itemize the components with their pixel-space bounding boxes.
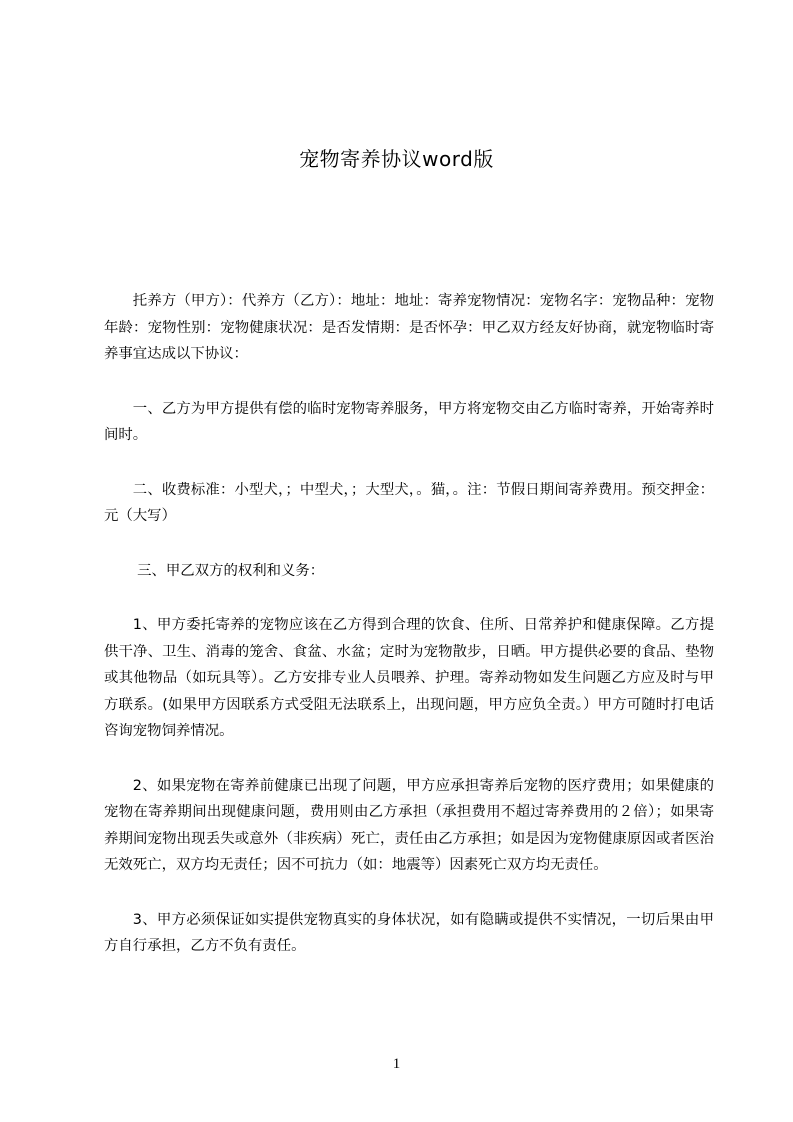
- paragraph-clause-3-heading: 三、甲乙双方的权利和义务：: [137, 562, 325, 579]
- paragraph-clause-1: 一、乙方为甲方提供有偿的临时宠物寄养服务，甲方将宠物交由乙方临时寄养，开始寄养时间时。: [104, 400, 714, 443]
- paragraph-item-1: 1、甲方委托寄养的宠物应该在乙方得到合理的饮食、住所、日常养护和健康保障。乙方提供干净、卫生、消毒的笼舍、食盆、水盆；定时为宠物散步，日晒。甲方提供必要的食品、垫物或其他物品（如玩具等）。乙方安排专业人员喂养、护理。寄养动物如发生问题乙方应及时与甲方联系。(如果甲方因联系方式受阻无法联系上，出现问题，甲方应负全责。）甲方可随时打电话咨询宠物饲养情况。: [104, 617, 714, 739]
- paragraph-parties: 托养方（甲方）：代养方（乙方）：地址：地址：寄养宠物情况：宠物名字：宠物品种：宠物年龄：宠物性别：宠物健康状况：是否发情期：是否怀孕：甲乙双方经友好协商，就宠物临时寄养事宜达成以下协议：: [104, 293, 714, 362]
- document-body: [104, 288, 714, 988]
- paragraph-item-3: 3、甲方必须保证如实提供宠物真实的身体状况，如有隐瞒或提供不实情况，一切后果由甲方自行承担，乙方不负有责任。: [104, 911, 714, 954]
- page-number: 1: [392, 1056, 401, 1072]
- document-title: 宠物寄养协议word版: [299, 147, 494, 171]
- paragraph-clause-2: 二、收费标准：小型犬，；中型犬，；大型犬，。猫，。注：节假日期间寄养费用。预交押金：元（大写）: [104, 481, 714, 524]
- paragraph-item-2: 2、如果宠物在寄养前健康已出现了问题，甲方应承担寄养后宠物的医疗费用；如果健康的宠物在寄养期间出现健康问题，费用则由乙方承担（承担费用不超过寄养费用的２倍）；如果寄养期间宠物出现丢失或意外（非疾病）死亡，责任由乙方承担；如是因为宠物健康原因或者医治无效死亡，双方均无责任；因不可抗力（如：地震等）因素死亡双方均无责任。: [104, 777, 714, 873]
